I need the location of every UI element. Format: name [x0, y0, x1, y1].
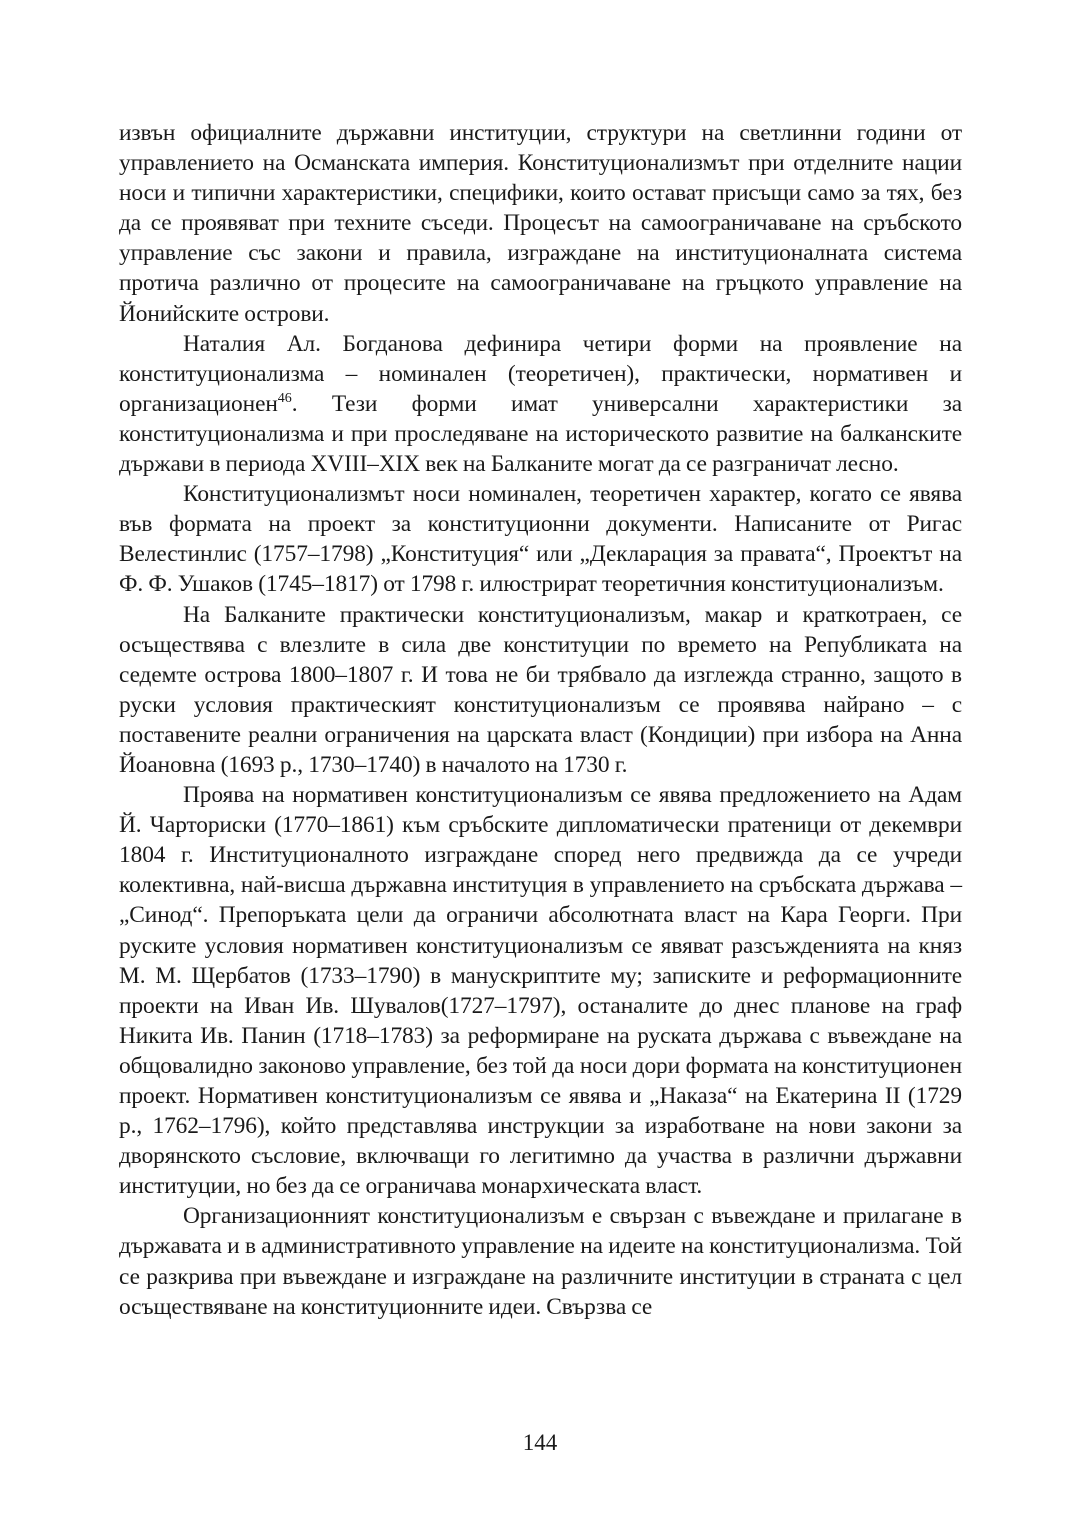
paragraph-2: [119, 329, 962, 479]
paragraph-1: извън официалните държавни институции, структури на светлинни години от управлението на Османската империя. Конституционализмът при отделните нации носи и типични характеристики, специфики, които остават присъщи само за тях, без да се проявяват при техните съседи. Процесът на самоограничаване на сръбското управление със закони и правила, изграждане на институционалната система протича различно от процесите на самоограничаване на гръцкото управление на Йонийските острови.: [119, 120, 962, 327]
paragraph-3: Конституционализмът носи номинален, теоретичен характер, когато се явява във формата на проект за конституционни документи. Написаните от Ригас Велестинлис (1757–1798) „Конституция“ или „Декларация за правата“, Проектът на Ф. Ф. Ушаков (1745–1817) от 1798 г. илюстрират теоретичния конституционализъм.: [119, 481, 962, 598]
paragraph-6: Организационният конституционализъм е свързан с въвеждане и прилагане в държавата и в административното управление на идеите на конституционализма. Той се разкрива при въвеждане и изграждане на различните институции в страната с цел осъществяване на конституционните идеи. Свързва се: [119, 1203, 962, 1320]
page-number: 144: [522, 1430, 558, 1455]
paragraph-2-text-after: . Тези форми имат универсални характеристики за конституционализма и при проследяване на историческото развитие на балканските държави в периода XVIII–XIX век на Балканите могат да се разграничат лесно.: [119, 390, 962, 478]
paragraph-4: На Балканите практически конституционализъм, макар и краткотраен, се осъществява с влезлите в сила две конституции по времето на Републиката на седемте острова 1800–1807 г. И това не би трябвало да изглежда странно, защото в руски условия практическият конституционализъм се проявява найрано – с поставените реални ограничения на царската власт (Кондиции) при избора на Анна Йоановна (1693 р., 1730–1740) в началото на 1730 г.: [119, 601, 962, 778]
footnote-marker: 46: [277, 390, 292, 406]
body-text: [119, 118, 962, 1322]
paragraph-5: Проява на нормативен конституционализъм се явява предложението на Адам Й. Чарториски (1770–1861) към сръбските дипломатически пратеници от декември 1804 г. Институционалното изграждане според него предвижда да се учреди колективна, най-висша държавна институция в управлението на сръбската държава – „Синод“. Препоръката цели да ограничи абсолютната власт на Кара Георги. При руските условия нормативен конституционализъм се явяват разсъжденията на княз М. М. Щербатов (1733–1790) в манускриптите му; записките и реформационните проекти на Иван Ив. Шувалов(1727–1797), останалите до днес планове на граф Никита Ив. Панин (1718–1783) за реформиране на руската държава с въвеждане на общовалидно законово управление, без той да носи дори формата на конституционен проект. Нормативен конституционализъм се явява и „Наказа“ на Екатерина II (1729 р., 1762–1796), който представлява инструкции за изработване на нови закони за дворянското съсловие, включващи го легитимно да участва в различни държавни институции, но без да се ограничава монархическата власт.: [119, 782, 962, 1200]
paragraph-2-text-before: Наталия Ал. Богданова дефинира четири форми на проявление на конституционализма – номинален (теоретичен), практически, нормативен и организационен: [119, 330, 962, 417]
